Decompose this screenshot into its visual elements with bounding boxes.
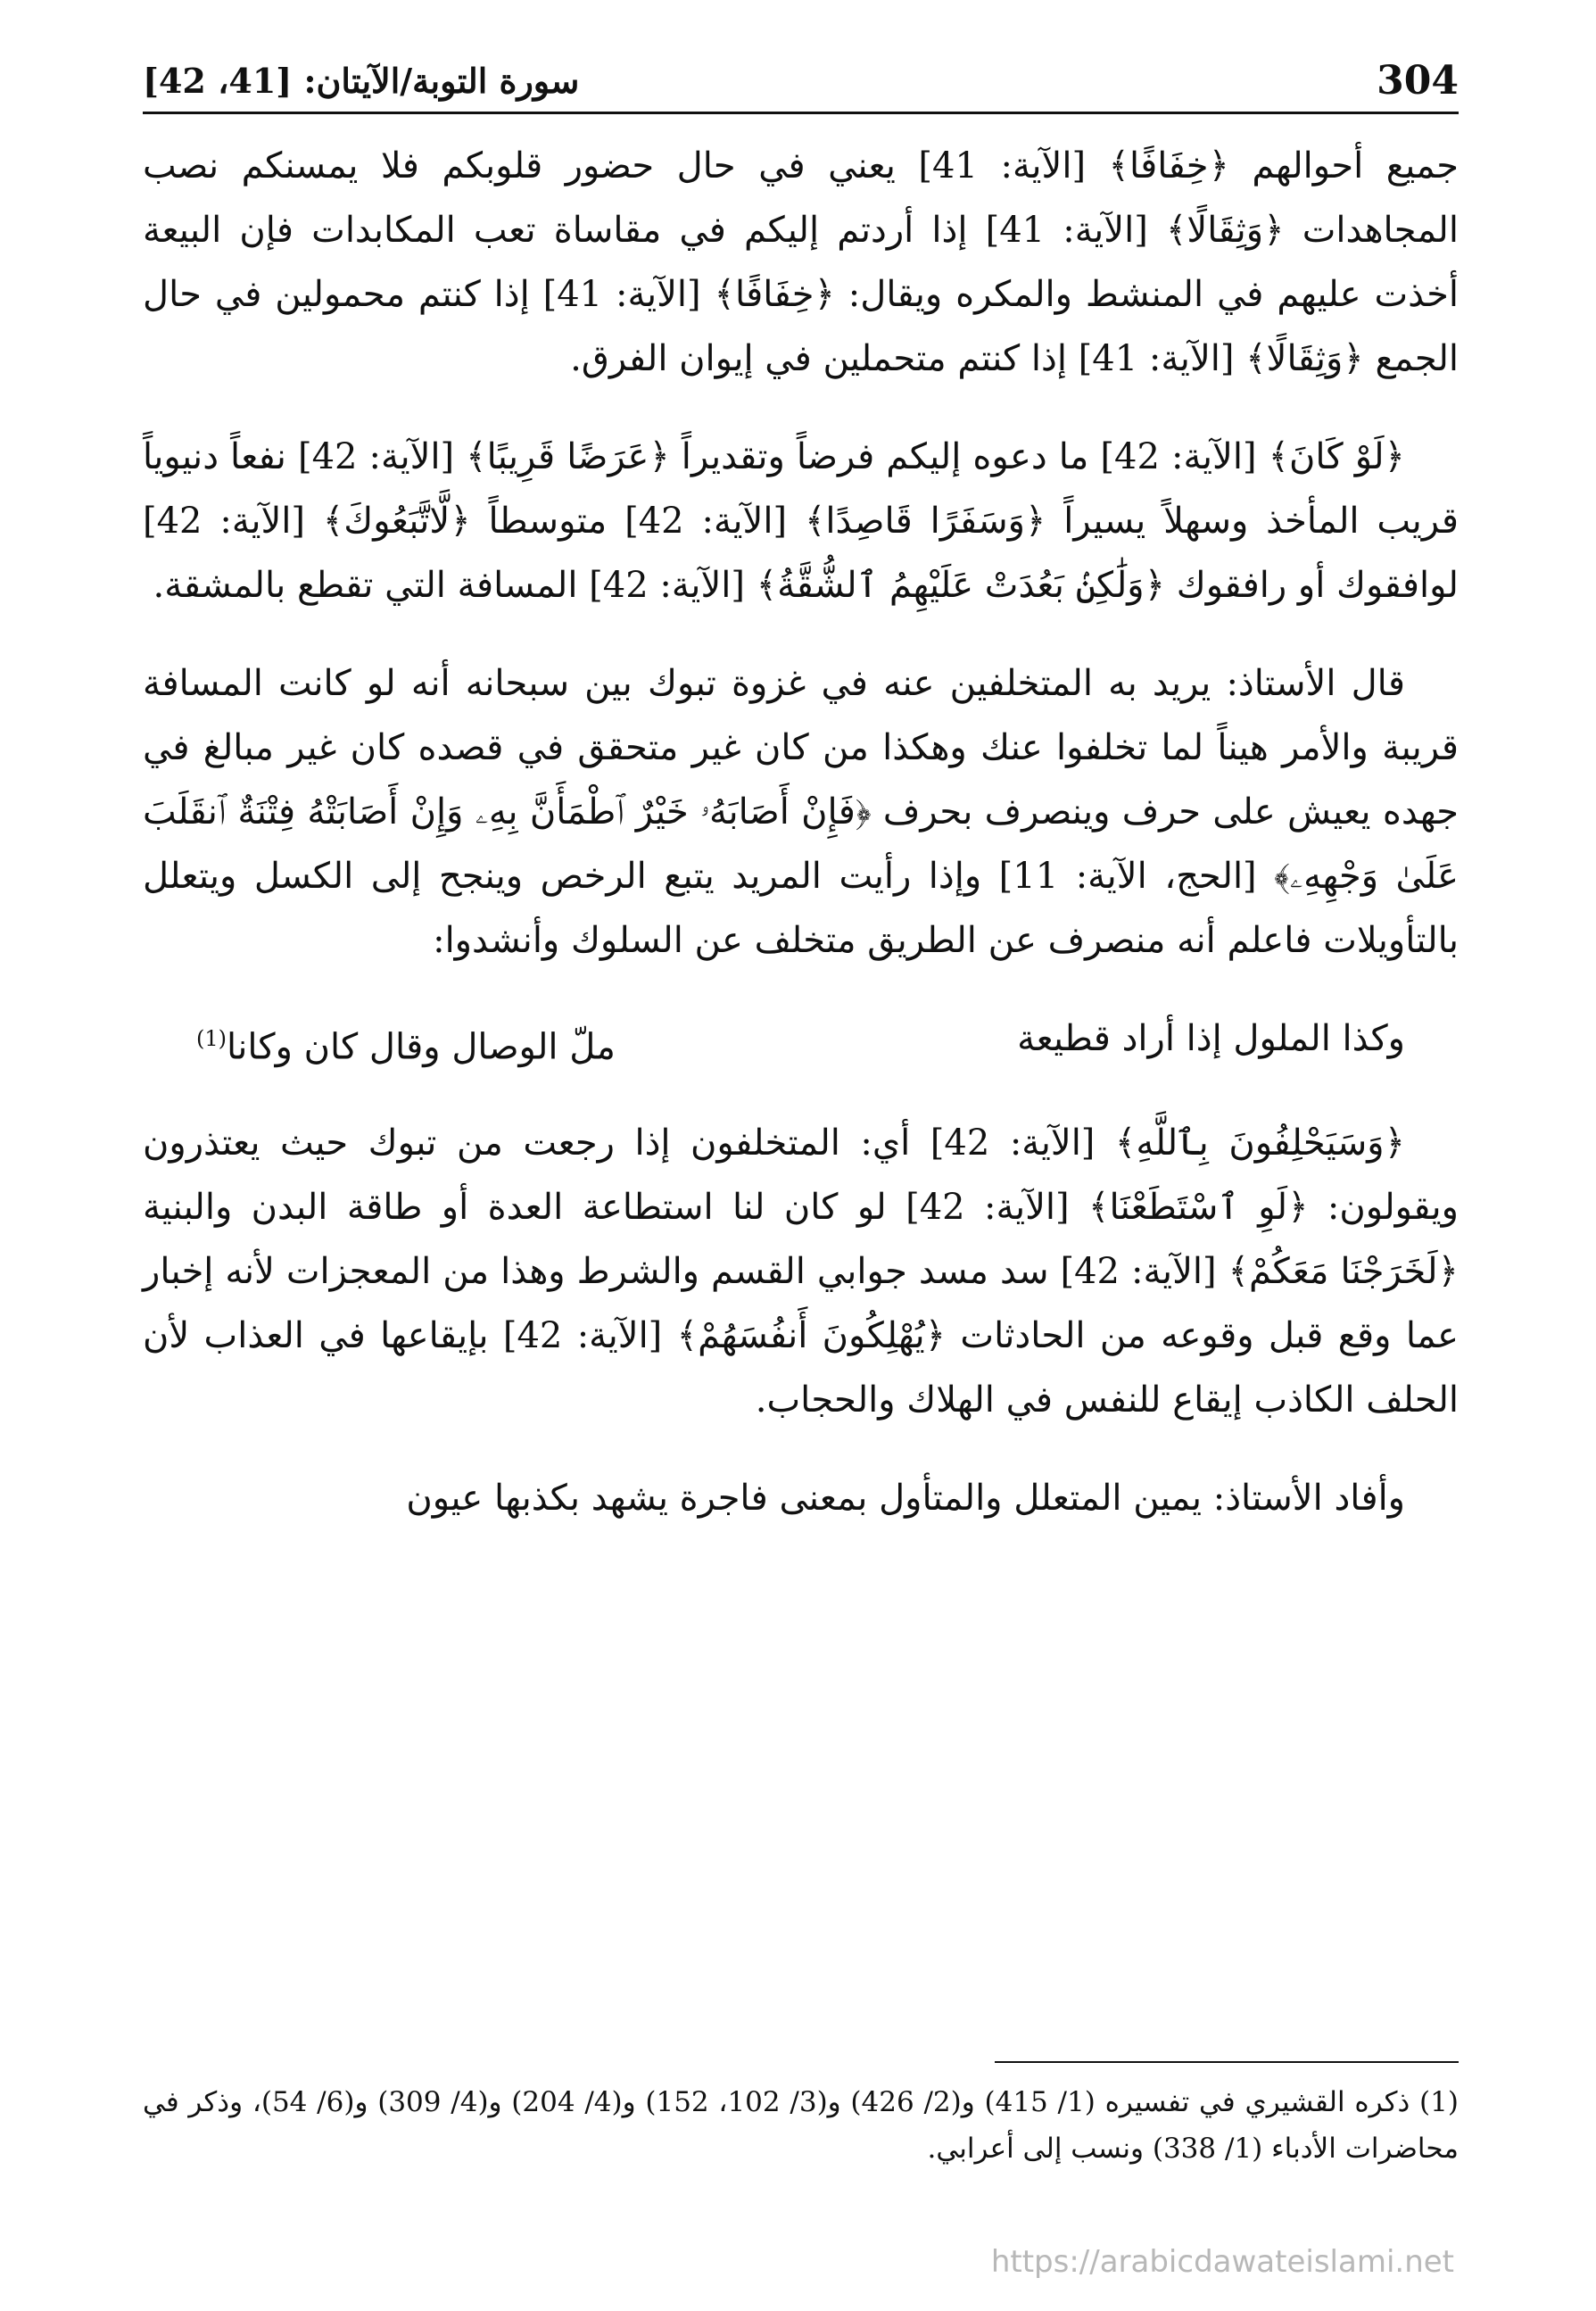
footnotes [143,2079,1459,2172]
verse-second-hemistich: ملّ الوصال وقال كان وكانا [227,1026,616,1068]
footnote-1: (1) ذكره القشيري في تفسيره (1/ 415) و(2/ 426) و(3/ 102، 152) و(4/ 204) و(4/ 309) و(6/ 54)، وذكر في محاضرات الأدباء (1/ 338) ونسب إلى أعرابي. [143,2086,1459,2165]
paragraph-law-kana: ﴿لَوْ كَانَ﴾ [الآية: 42] ما دعوه إليكم فرضاً وتقديراً ﴿عَرَضًا قَرِيبًا﴾ [الآية: 42] نفعاً دنيوياً قريب المأخذ وسهلاً يسيراً ﴿وَسَفَرًا قَاصِدًا﴾ [الآية: 42] متوسطاً ﴿لَّاتَّبَعُوكَ﴾ [الآية: 42] لوافقوك أو رافقوك ﴿وَلَٰكِنۢ بَعُدَتْ عَلَيْهِمُ ٱلشُّقَّةُ﴾ [الآية: 42] المسافة التي تقطع بالمشقة. [143,436,1460,606]
footnote-separator [995,2061,1459,2063]
main-text [143,134,1459,1564]
watermark-url: https://arabicdawateislami.net [990,2244,1454,2280]
footnote-marker: (1) [196,1026,227,1051]
verse-first-hemistich: وكذا الملول إذا أراد قطيعة [1017,1018,1405,1059]
poetry-verse [143,1006,1459,1079]
paragraph-sayahlifuna: ﴿وَسَيَحْلِفُونَ بِٱللَّهِ﴾ [الآية: 42] أي: المتخلفون إذا رجعت من تبوك حيث يعتذرون ويقولون: ﴿لَوِ ٱسْتَطَعْنَا﴾ [الآية: 42] لو كان لنا استطاعة العدة أو طاقة البدن والبنية ﴿لَخَرَجْنَا مَعَكُمْ﴾ [الآية: 42] سد مسد جوابي القسم والشرط وهذا من المعجزات لأنه إخبار عما وقع قبل وقوعه من الحادثات ﴿يُهْلِكُونَ أَنفُسَهُمْ﴾ [الآية: 42] بإيقاعها في العذاب لأن الحلف الكاذب إيقاع للنفس في الهلاك والحجاب. [143,1122,1459,1421]
paragraph-khifafan: جميع أحوالهم ﴿خِفَافًا﴾ [الآية: 41] يعني في حال حضور قلوبكم فلا يمسنكم نصب المجاهدات ﴿وَثِقَالًا﴾ [الآية: 41] إذا أردتم إليكم في مقاساة تعب المكابدات فإن البيعة أخذت عليهم في المنشط والمكره ويقال: ﴿خِفَافًا﴾ [الآية: 41] إذا كنتم محمولين في حال الجمع ﴿وَثِقَالًا﴾ [الآية: 41] إذا كنتم متحملين في إيوان الفرق. [143,145,1459,379]
verse-second-hemistich-wrap [196,1006,616,1079]
paragraph-ustadh-benefit: وأفاد الأستاذ: يمين المتعلل والمتأول بمعنى فاجرة يشهد بكذبها عيون [406,1478,1405,1520]
paragraph-ustadh-commentary: قال الأستاذ: يريد به المتخلفين عنه في غزوة تبوك بين سبحانه أنه لو كانت المسافة قريبة والأمر هيناً لما تخلفوا عنك وهكذا من كان غير متحقق في قصده كان غير مبالغ في جهده يعيش على حرف وينصرف بحرف ﴿فَإِنْ أَصَابَهُۥ خَيْرٌ ٱطْمَأَنَّ بِهِۦ وَإِنْ أَصَابَتْهُ فِتْنَةٌ ٱنقَلَبَ عَلَىٰ وَجْهِهِۦ﴾ [الحج، الآية: 11] وإذا رأيت المريد يتبع الرخص وينجح إلى الكسل ويتعلل بالتأويلات فاعلم أنه منصرف عن الطريق متخلف عن السلوك وأنشدوا: [143,663,1459,961]
running-title: سورة التوبة/الآيتان: [41، 42] [143,60,580,101]
page-header [143,49,1459,114]
page-number: 304 [1377,57,1459,104]
